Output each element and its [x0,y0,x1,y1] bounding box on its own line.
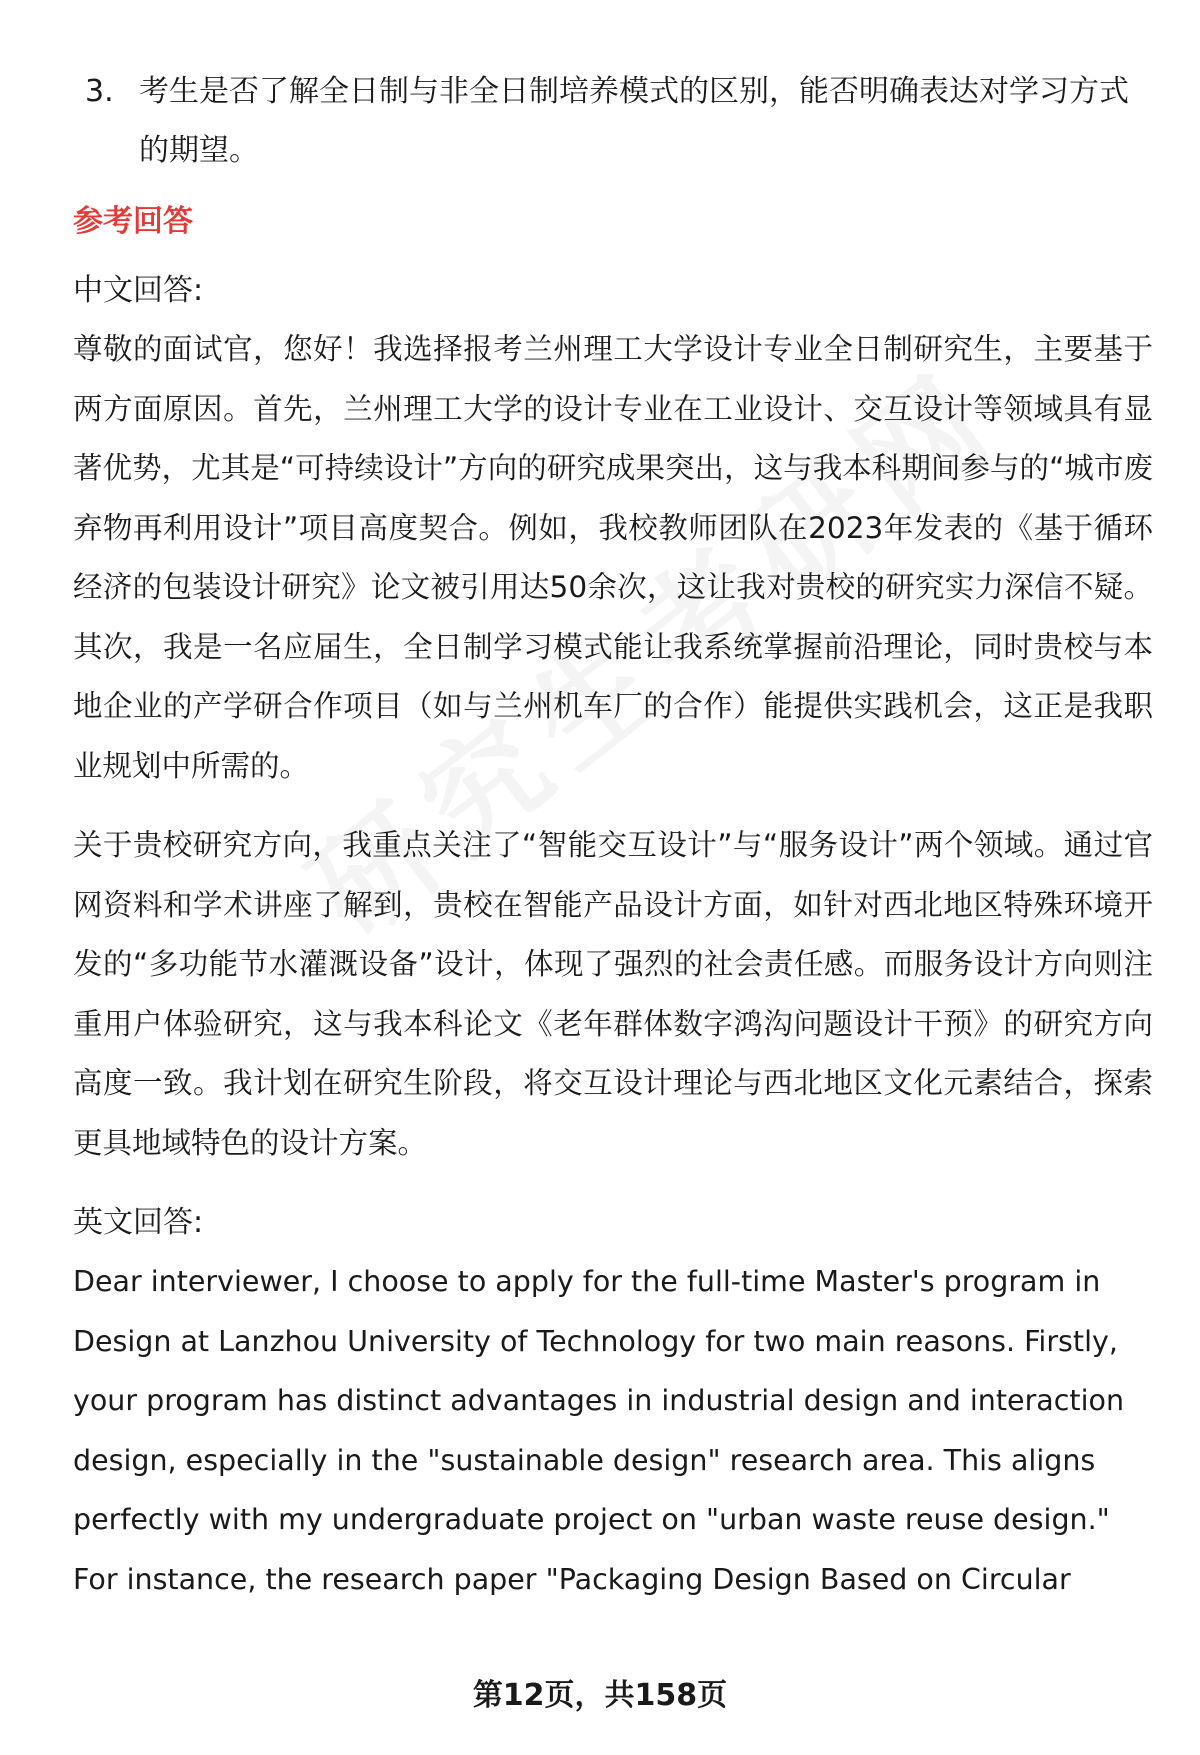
list-item-3 [73,62,1153,180]
chinese-paragraph-2: 关于贵校研究方向，我重点关注了“智能交互设计”与“服务设计”两个领域。通过官网资料和学术讲座了解到，贵校在智能产品设计方面，如针对西北地区特殊环境开发的“多功能节水灌溉设备”设计，体现了强烈的社会责任感。而服务设计方向则注重用户体验研究，这与我本科论文《老年群体数字鸿沟问题设计干预》的研究方向高度一致。我计划在研究生阶段，将交互设计理论与西北地区文化元素结合，探索更具地域特色的设计方案。 [73,828,1153,1160]
page-footer: 第12页，共158页 [472,1678,728,1713]
english-answer-label: 英文回答: [73,1205,204,1240]
list-number: 3. [85,74,114,109]
chinese-answer-label: 中文回答: [73,273,204,308]
page-content [73,62,1153,1609]
chinese-paragraph-1: 尊敬的面试官，您好！我选择报考兰州理工大学设计专业全日制研究生，主要基于两方面原因。首先，兰州理工大学的设计专业在工业设计、交互设计等领域具有显著优势，尤其是“可持续设计”方向的研究成果突出，这与我本科期间参与的“城市废弃物再利用设计”项目高度契合。例如，我校教师团队在2023年发表的《基于循环经济的包装设计研究》论文被引用达50余次，这让我对贵校的研究实力深信不疑。其次，我是一名应届生，全日制学习模式能让我系统掌握前沿理论，同时贵校与本地企业的产学研合作项目（如与兰州机车厂的合作）能提供实践机会，这正是我职业规划中所需的。 [73,332,1153,783]
list-text: 考生是否了解全日制与非全日制培养模式的区别，能否明确表达对学习方式的期望。 [139,74,1129,168]
english-paragraph-1: Dear interviewer, I choose to apply for the full-time Master's program in Design at Lanzhou University of Technology for two main reasons. Firstly, your program has distinct advantages in industrial design and interaction design, especially in the "sustainable design" research area. This aligns perfectly with my undergraduate project on "urban waste reuse design." For instance, the research paper "Packaging Design Based on Circular [73,1265,1125,1596]
reference-answer-heading: 参考回答 [73,204,193,239]
